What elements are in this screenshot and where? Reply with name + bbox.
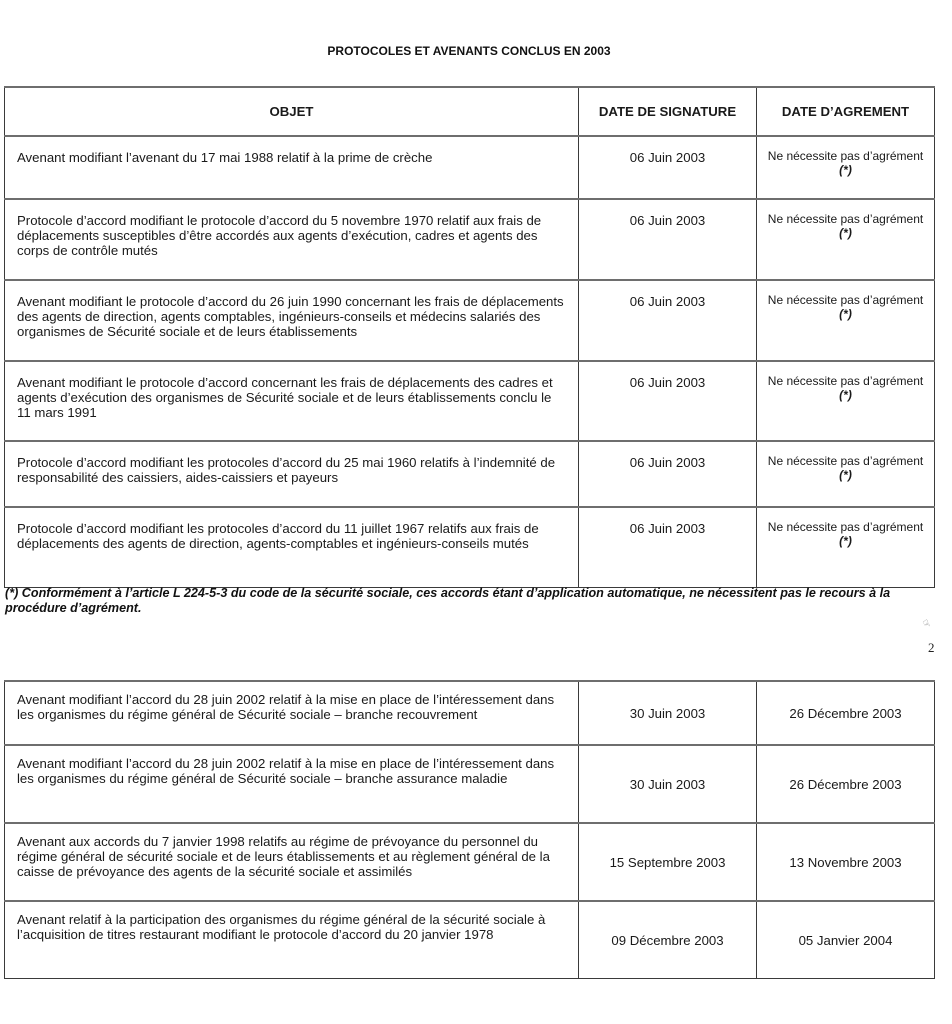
table-row bbox=[5, 507, 935, 588]
document-title: PROTOCOLES ET AVENANTS CONCLUS EN 2003 bbox=[327, 44, 611, 58]
cell-objet: Avenant relatif à la participation des organismes du régime général de la sécurité sociale à l’acquisition de titres restaurant modifiant le protocole d’accord du 20 janvier 1978 bbox=[5, 901, 579, 979]
footnote: (*) Conformément à l’article L 224-5-3 du code de la sécurité sociale, ces accords étant d’application automatique, ne nécessitent pas le recours à la procédure d’agrément. bbox=[5, 586, 891, 615]
footnote-marker: (*) bbox=[839, 534, 852, 548]
cell-date-signature: 06 Juin 2003 bbox=[579, 136, 757, 199]
hand-pointer-icon: ☟ bbox=[921, 618, 933, 631]
table-row bbox=[5, 361, 935, 441]
table-row bbox=[5, 681, 935, 745]
agrement-text: Ne nécessite pas d’agrément bbox=[767, 293, 924, 307]
column-header-objet: OBJET bbox=[5, 87, 579, 136]
cell-objet: Protocole d’accord modifiant les protocoles d’accord du 25 mai 1960 relatifs à l’indemnité de responsabilité des caissiers, aides-caissiers et payeurs bbox=[5, 441, 579, 507]
cell-date-agrement: 26 Décembre 2003 bbox=[757, 681, 935, 745]
cell-date-signature: 06 Juin 2003 bbox=[579, 280, 757, 361]
cell-date-agrement bbox=[757, 441, 935, 507]
table-row bbox=[5, 745, 935, 823]
table-header-row bbox=[5, 87, 935, 136]
table-row bbox=[5, 901, 935, 979]
agrement-text: Ne nécessite pas d’agrément bbox=[767, 374, 924, 388]
cell-date-agrement: 13 Novembre 2003 bbox=[757, 823, 935, 901]
cell-date-signature: 06 Juin 2003 bbox=[579, 507, 757, 588]
cell-objet: Protocole d’accord modifiant les protocoles d’accord du 11 juillet 1967 relatifs aux frais de déplacements des agents de direction, agents-comptables et ingénieurs-conseils mutés bbox=[5, 507, 579, 588]
cell-objet: Avenant modifiant le protocole d’accord du 26 juin 1990 concernant les frais de déplacements des agents de direction, agents comptables, ingénieurs-conseils et médecins salariés des organismes de Sécurité sociale et de leurs établissements bbox=[5, 280, 579, 361]
cell-date-agrement bbox=[757, 361, 935, 441]
cell-objet: Protocole d’accord modifiant le protocole d’accord du 5 novembre 1970 relatif aux frais de déplacements susceptibles d’être accordés aux agents d’exécution, cadres et agents des corps de contrôle mutés bbox=[5, 199, 579, 280]
cell-date-signature: 06 Juin 2003 bbox=[579, 199, 757, 280]
cell-objet: Avenant modifiant le protocole d’accord concernant les frais de déplacements des cadres et agents d’exécution des organismes de Sécurité sociale et de leurs établissements conclu le 11 mars 1991 bbox=[5, 361, 579, 441]
cell-date-signature: 15 Septembre 2003 bbox=[579, 823, 757, 901]
agrement-text: Ne nécessite pas d’agrément bbox=[767, 212, 924, 226]
cell-date-signature: 06 Juin 2003 bbox=[579, 361, 757, 441]
agreements-table-2003 bbox=[4, 86, 935, 588]
cell-date-agrement bbox=[757, 136, 935, 199]
agrement-text: Ne nécessite pas d’agrément bbox=[767, 520, 924, 534]
cell-date-agrement bbox=[757, 280, 935, 361]
cell-objet: Avenant aux accords du 7 janvier 1998 relatifs au régime de prévoyance du personnel du régime général de sécurité sociale et de leurs établissements et au règlement général de la caisse de prévoyance des agents de la sécurité sociale et assimilés bbox=[5, 823, 579, 901]
table-row bbox=[5, 136, 935, 199]
table-row bbox=[5, 823, 935, 901]
column-header-date-signature: DATE DE SIGNATURE bbox=[579, 87, 757, 136]
agrement-text: Ne nécessite pas d’agrément bbox=[767, 149, 924, 163]
table-row bbox=[5, 280, 935, 361]
page-number: 2 bbox=[928, 640, 935, 655]
table-row bbox=[5, 199, 935, 280]
agreements-table-continued bbox=[4, 680, 935, 979]
cell-date-signature: 09 Décembre 2003 bbox=[579, 901, 757, 979]
cell-objet: Avenant modifiant l’accord du 28 juin 2002 relatif à la mise en place de l’intéressement dans les organismes du régime général de Sécurité sociale – branche assurance maladie bbox=[5, 745, 579, 823]
cell-date-agrement bbox=[757, 507, 935, 588]
cell-date-agrement: 05 Janvier 2004 bbox=[757, 901, 935, 979]
footnote-marker: (*) bbox=[839, 388, 852, 402]
column-header-date-agrement: DATE D’AGREMENT bbox=[757, 87, 935, 136]
footnote-marker: (*) bbox=[839, 468, 852, 482]
cell-date-signature: 30 Juin 2003 bbox=[579, 681, 757, 745]
cell-date-signature: 30 Juin 2003 bbox=[579, 745, 757, 823]
footnote-marker: (*) bbox=[839, 307, 852, 321]
footnote-marker: (*) bbox=[839, 163, 852, 177]
table-row bbox=[5, 441, 935, 507]
cell-date-agrement bbox=[757, 199, 935, 280]
cell-objet: Avenant modifiant l’accord du 28 juin 2002 relatif à la mise en place de l’intéressement dans les organismes du régime général de Sécurité sociale – branche recouvrement bbox=[5, 681, 579, 745]
footnote-marker: (*) bbox=[839, 226, 852, 240]
agrement-text: Ne nécessite pas d’agrément bbox=[767, 454, 924, 468]
cell-date-agrement: 26 Décembre 2003 bbox=[757, 745, 935, 823]
cell-date-signature: 06 Juin 2003 bbox=[579, 441, 757, 507]
cell-objet: Avenant modifiant l’avenant du 17 mai 1988 relatif à la prime de crèche bbox=[5, 136, 579, 199]
